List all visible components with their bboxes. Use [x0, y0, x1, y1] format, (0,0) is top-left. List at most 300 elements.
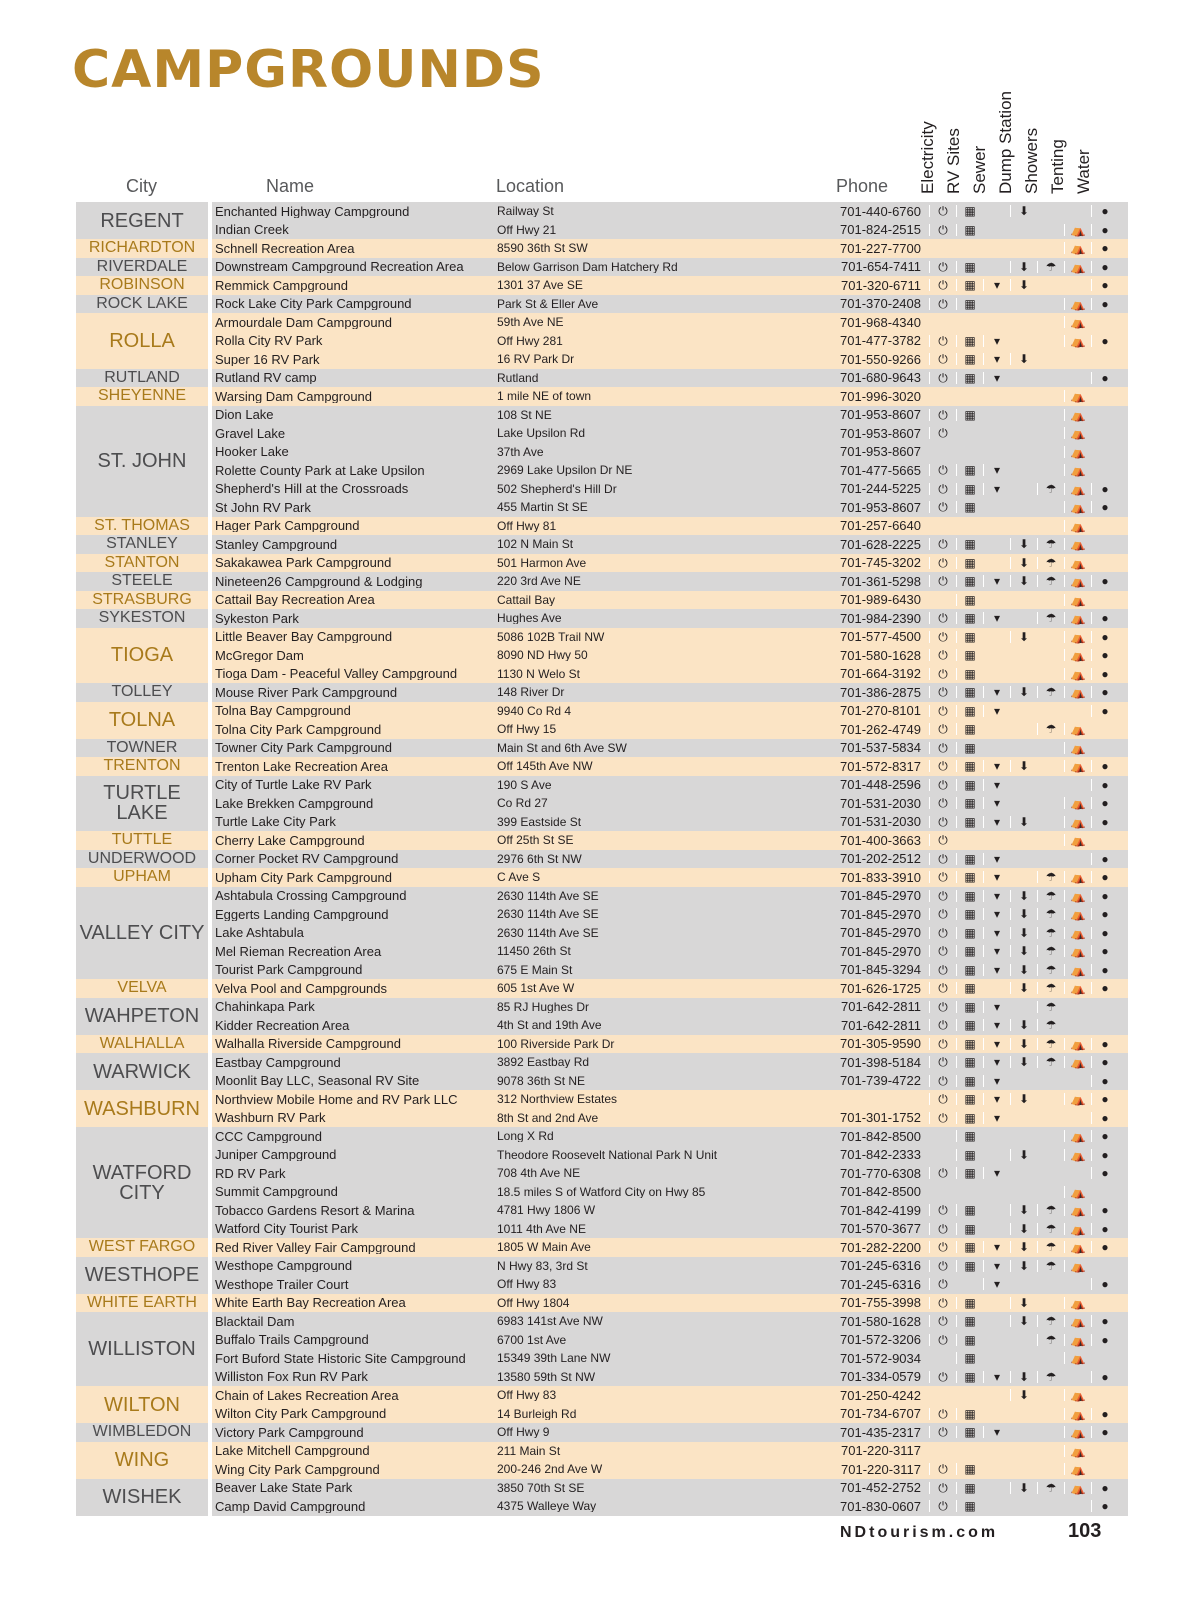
sewer-icon: ▾	[983, 927, 1010, 939]
campground-row	[212, 609, 1128, 628]
dump-station-icon: ⬇	[1010, 1093, 1037, 1105]
rv-icon: ▦	[956, 1075, 983, 1087]
campground-row	[212, 1238, 1128, 1257]
rv-icon: ▦	[956, 224, 983, 236]
campground-phone: 701-448-2596	[840, 777, 921, 793]
campground-phone: 701-680-9643	[840, 370, 921, 386]
water-drop-icon: ●	[1091, 1500, 1118, 1512]
campground-phone: 701-745-3202	[840, 555, 921, 571]
dump-station-icon: ⬇	[1010, 1204, 1037, 1216]
plug-icon: ⏻	[929, 1482, 956, 1494]
city-group	[76, 850, 1128, 869]
campground-row	[212, 924, 1128, 943]
footer-website: NDtourism.com	[840, 1524, 999, 1541]
campground-row	[212, 517, 1128, 536]
campground-row	[212, 1497, 1128, 1516]
campground-location: 1805 W Main Ave	[497, 1241, 591, 1254]
water-drop-icon: ●	[1091, 205, 1118, 217]
plug-icon: ⏻	[929, 982, 956, 994]
plug-icon: ⏻	[929, 612, 956, 624]
campground-name: Enchanted Highway Campground	[215, 204, 410, 218]
campground-name: Victory Park Campground	[215, 1425, 364, 1439]
campground-row	[212, 1183, 1128, 1202]
rv-icon: ▦	[956, 982, 983, 994]
campground-phone: 701-770-6308	[840, 1165, 921, 1181]
dump-station-icon: ⬇	[1010, 538, 1037, 550]
city-name: WASHBURN	[76, 1090, 208, 1127]
campground-row	[212, 702, 1128, 721]
water-drop-icon: ●	[1091, 964, 1118, 976]
rv-icon: ▦	[956, 705, 983, 717]
campground-location: 312 Northview Estates	[497, 1093, 618, 1106]
tent-icon: ⛺	[1064, 242, 1091, 254]
campground-phone: 701-537-5834	[840, 740, 921, 756]
sewer-icon: ▾	[983, 372, 1010, 384]
city-name: STANLEY	[76, 535, 208, 554]
tent-icon: ⛺	[1064, 538, 1091, 550]
city-name: SHEYENNE	[76, 387, 208, 406]
campground-row	[212, 1442, 1128, 1461]
tent-icon: ⛺	[1064, 964, 1091, 976]
city-group	[76, 1423, 1128, 1442]
campground-row	[212, 1109, 1128, 1128]
shower-icon: ☂	[1037, 927, 1064, 939]
rv-icon: ▦	[956, 1038, 983, 1050]
shower-icon: ☂	[1037, 557, 1064, 569]
tent-icon: ⛺	[1064, 1445, 1091, 1457]
campground-row	[212, 239, 1128, 258]
water-drop-icon: ●	[1091, 1130, 1118, 1142]
rv-icon: ▦	[956, 612, 983, 624]
city-name: ROCK LAKE	[76, 295, 208, 314]
campground-name: Trenton Lake Recreation Area	[215, 759, 388, 773]
city-group	[76, 1442, 1128, 1479]
campground-phone: 701-989-6430	[840, 592, 921, 608]
page-number: 103	[1068, 1520, 1102, 1542]
city-name: WATFORD CITY	[76, 1127, 208, 1238]
city-group	[76, 239, 1128, 258]
sewer-icon: ▾	[983, 1001, 1010, 1013]
shower-icon: ☂	[1037, 1001, 1064, 1013]
feature-header-rv-sites: RV Sites	[944, 128, 963, 194]
rv-icon: ▦	[956, 1241, 983, 1253]
campground-row	[212, 258, 1128, 277]
shower-icon: ☂	[1037, 945, 1064, 957]
campground-name: CCC Campground	[215, 1129, 322, 1143]
city-name: STRASBURG	[76, 591, 208, 610]
water-drop-icon: ●	[1091, 1241, 1118, 1253]
city-group	[76, 1090, 1128, 1127]
campground-location: 2969 Lake Upsilon Dr NE	[497, 464, 633, 477]
tent-icon: ⛺	[1064, 797, 1091, 809]
campground-name: Kidder Recreation Area	[215, 1018, 350, 1032]
campground-row	[212, 1349, 1128, 1368]
dump-station-icon: ⬇	[1010, 1389, 1037, 1401]
campground-location: 1301 37 Ave SE	[497, 279, 583, 292]
plug-icon: ⏻	[929, 427, 956, 439]
plug-icon: ⏻	[929, 1223, 956, 1235]
tent-icon: ⛺	[1064, 446, 1091, 458]
tent-icon: ⛺	[1064, 1241, 1091, 1253]
city-name: WILLISTON	[76, 1312, 208, 1386]
city-name: WING	[76, 1442, 208, 1479]
city-group	[76, 887, 1128, 980]
campground-name: Lake Mitchell Campground	[215, 1444, 370, 1458]
rv-icon: ▦	[956, 1297, 983, 1309]
tent-icon: ⛺	[1064, 686, 1091, 698]
campground-row	[212, 221, 1128, 240]
water-drop-icon: ●	[1091, 372, 1118, 384]
water-drop-icon: ●	[1091, 1223, 1118, 1235]
rv-icon: ▦	[956, 631, 983, 643]
campground-row	[212, 1331, 1128, 1350]
city-group	[76, 1127, 1128, 1238]
campground-name: Juniper Campground	[215, 1148, 337, 1162]
city-name: WALHALLA	[76, 1035, 208, 1054]
tent-icon: ⛺	[1064, 816, 1091, 828]
water-drop-icon: ●	[1091, 242, 1118, 254]
dump-station-icon: ⬇	[1010, 1482, 1037, 1494]
water-drop-icon: ●	[1091, 335, 1118, 347]
rv-icon: ▦	[956, 742, 983, 754]
tent-icon: ⛺	[1064, 1334, 1091, 1346]
rv-icon: ▦	[956, 1130, 983, 1142]
campground-phone: 701-334-0579	[840, 1369, 921, 1385]
shower-icon: ☂	[1037, 1371, 1064, 1383]
plug-icon: ⏻	[929, 760, 956, 772]
rv-icon: ▦	[956, 797, 983, 809]
campground-name: Nineteen26 Campground & Lodging	[215, 574, 423, 588]
water-drop-icon: ●	[1091, 1315, 1118, 1327]
tent-icon: ⛺	[1064, 224, 1091, 236]
city-name: WILTON	[76, 1386, 208, 1423]
campground-phone: 701-400-3663	[840, 832, 921, 848]
tent-icon: ⛺	[1064, 927, 1091, 939]
dump-station-icon: ⬇	[1010, 945, 1037, 957]
campground-location: 9078 36th St NE	[497, 1074, 586, 1087]
city-group	[76, 202, 1128, 239]
campground-phone: 701-842-2333	[840, 1147, 921, 1163]
campground-location: 13580 59th St NW	[497, 1370, 596, 1383]
sewer-icon: ▾	[983, 1093, 1010, 1105]
dump-station-icon: ⬇	[1010, 279, 1037, 291]
campground-phone: 701-398-5184	[840, 1054, 921, 1070]
campground-location: Off Hwy 83	[497, 1278, 557, 1291]
rv-icon: ▦	[956, 501, 983, 513]
sewer-icon: ▾	[983, 335, 1010, 347]
rv-icon: ▦	[956, 964, 983, 976]
tent-icon: ⛺	[1064, 631, 1091, 643]
rv-icon: ▦	[956, 1149, 983, 1161]
tent-icon: ⛺	[1064, 1482, 1091, 1494]
campground-location: Off Hwy 83	[497, 1389, 557, 1402]
campground-location: 220 3rd Ave NE	[497, 575, 581, 588]
dump-station-icon: ⬇	[1010, 575, 1037, 587]
tent-icon: ⛺	[1064, 1408, 1091, 1420]
tent-icon: ⛺	[1064, 723, 1091, 735]
city-group	[76, 1035, 1128, 1054]
shower-icon: ☂	[1037, 1038, 1064, 1050]
water-drop-icon: ●	[1091, 649, 1118, 661]
campground-row	[212, 1201, 1128, 1220]
city-group	[76, 258, 1128, 277]
campground-name: Eggerts Landing Campground	[215, 907, 389, 921]
city-name: TOLNA	[76, 702, 208, 739]
campground-phone: 701-452-2752	[840, 1480, 921, 1496]
shower-icon: ☂	[1037, 871, 1064, 883]
water-drop-icon: ●	[1091, 668, 1118, 680]
campground-name: Hooker Lake	[215, 445, 289, 459]
campground-row	[212, 1460, 1128, 1479]
city-group	[76, 831, 1128, 850]
campground-name: Summit Campground	[215, 1185, 338, 1199]
campground-phone: 701-257-6640	[840, 518, 921, 534]
plug-icon: ⏻	[929, 1371, 956, 1383]
campground-row	[212, 424, 1128, 443]
campground-row	[212, 1053, 1128, 1072]
city-group	[76, 757, 1128, 776]
phone-column-header: Phone	[836, 176, 889, 196]
campground-name: Shepherd's Hill at the Crossroads	[215, 482, 409, 496]
city-group	[76, 683, 1128, 702]
water-drop-icon: ●	[1091, 1167, 1118, 1179]
name-column-header: Name	[266, 176, 315, 196]
rv-icon: ▦	[956, 1334, 983, 1346]
city-name: WHITE EARTH	[76, 1294, 208, 1313]
tent-icon: ⛺	[1064, 1093, 1091, 1105]
campground-phone: 701-845-3294	[840, 962, 921, 978]
campground-location: Below Garrison Dam Hatchery Rd	[497, 260, 678, 273]
campground-location: 37th Ave	[497, 445, 544, 458]
plug-icon: ⏻	[929, 538, 956, 550]
city-name: TUTTLE	[76, 831, 208, 850]
campground-row	[212, 1090, 1128, 1109]
tent-icon: ⛺	[1064, 1130, 1091, 1142]
campground-phone: 701-734-6707	[840, 1406, 921, 1422]
campground-name: Rutland RV camp	[215, 371, 317, 385]
plug-icon: ⏻	[929, 1038, 956, 1050]
tent-icon: ⛺	[1064, 1149, 1091, 1161]
sewer-icon: ▾	[983, 464, 1010, 476]
campground-name: Sykeston Park	[215, 611, 299, 625]
sewer-icon: ▾	[983, 760, 1010, 772]
tent-icon: ⛺	[1064, 890, 1091, 902]
water-drop-icon: ●	[1091, 890, 1118, 902]
tent-icon: ⛺	[1064, 261, 1091, 273]
city-name: TOWNER	[76, 739, 208, 758]
campground-location: C Ave S	[497, 871, 541, 884]
campground-location: Rutland	[497, 371, 539, 384]
water-drop-icon: ●	[1091, 705, 1118, 717]
plug-icon: ⏻	[929, 945, 956, 957]
campground-location: Long X Rd	[497, 1130, 554, 1143]
tent-icon: ⛺	[1064, 612, 1091, 624]
shower-icon: ☂	[1037, 1334, 1064, 1346]
campground-phone: 701-984-2390	[840, 610, 921, 626]
tent-icon: ⛺	[1064, 520, 1091, 532]
plug-icon: ⏻	[929, 501, 956, 513]
campground-name: Velva Pool and Campgrounds	[215, 981, 388, 995]
campground-phone: 701-953-8607	[840, 499, 921, 515]
city-name: ROBINSON	[76, 276, 208, 295]
water-drop-icon: ●	[1091, 760, 1118, 772]
campground-name: Westhope Trailer Court	[215, 1277, 349, 1291]
rv-icon: ▦	[956, 1260, 983, 1272]
campground-location: Off 25th St SE	[497, 834, 574, 847]
tent-icon: ⛺	[1064, 390, 1091, 402]
campground-phone: 701-245-6316	[840, 1258, 921, 1274]
campground-phone: 701-626-1725	[840, 980, 921, 996]
campground-location: 8090 ND Hwy 50	[497, 649, 588, 662]
campground-row	[212, 387, 1128, 406]
city-group	[76, 739, 1128, 758]
dump-station-icon: ⬇	[1010, 1260, 1037, 1272]
campground-name: Wing City Park Campground	[215, 1462, 380, 1476]
plug-icon: ⏻	[929, 1167, 956, 1179]
campground-name: Fort Buford State Historic Site Campground	[215, 1351, 466, 1365]
campground-name: Red River Valley Fair Campground	[215, 1240, 416, 1254]
shower-icon: ☂	[1037, 538, 1064, 550]
shower-icon: ☂	[1037, 1241, 1064, 1253]
campground-name: Tolna City Park Campground	[215, 722, 382, 736]
campground-row	[212, 535, 1128, 554]
rv-icon: ▦	[956, 557, 983, 569]
campground-location: 16 RV Park Dr	[497, 353, 575, 366]
campground-location: 502 Shepherd's Hill Dr	[497, 482, 617, 495]
tent-icon: ⛺	[1064, 298, 1091, 310]
campground-name: Washburn RV Park	[215, 1111, 326, 1125]
campground-phone: 701-577-4500	[840, 629, 921, 645]
campground-phone: 701-845-2970	[840, 888, 921, 904]
campground-phone: 701-664-3192	[840, 666, 921, 682]
city-group	[76, 276, 1128, 295]
dump-station-icon: ⬇	[1010, 908, 1037, 920]
water-drop-icon: ●	[1091, 1149, 1118, 1161]
campground-location: Theodore Roosevelt National Park N Unit	[497, 1148, 718, 1161]
location-column-header: Location	[496, 176, 565, 196]
water-drop-icon: ●	[1091, 1482, 1118, 1494]
campground-phone: 701-227-7700	[840, 240, 921, 256]
water-drop-icon: ●	[1091, 1371, 1118, 1383]
dump-station-icon: ⬇	[1010, 964, 1037, 976]
campground-location: 3892 Eastbay Rd	[497, 1056, 590, 1069]
plug-icon: ⏻	[929, 1204, 956, 1216]
rv-icon: ▦	[956, 1408, 983, 1420]
campground-row	[212, 1035, 1128, 1054]
city-name: WISHEK	[76, 1479, 208, 1516]
campground-row	[212, 1386, 1128, 1405]
rv-icon: ▦	[956, 1352, 983, 1364]
campground-row	[212, 998, 1128, 1017]
campground-phone: 701-996-3020	[840, 388, 921, 404]
campground-name: White Earth Bay Recreation Area	[215, 1296, 406, 1310]
campground-location: 11450 26th St	[497, 945, 571, 958]
tent-icon: ⛺	[1064, 668, 1091, 680]
city-group	[76, 776, 1128, 832]
plug-icon: ⏻	[929, 261, 956, 273]
rv-icon: ▦	[956, 908, 983, 920]
campground-phone: 701-550-9266	[840, 351, 921, 367]
rv-icon: ▦	[956, 594, 983, 606]
campground-phone: 701-842-8500	[840, 1184, 921, 1200]
campground-location: Lake Upsilon Rd	[497, 427, 586, 440]
rv-icon: ▦	[956, 205, 983, 217]
campground-row	[212, 813, 1128, 832]
campground-phone: 701-220-3117	[841, 1443, 921, 1459]
campground-row	[212, 498, 1128, 517]
campground-phone: 701-477-5665	[840, 462, 921, 478]
water-drop-icon: ●	[1091, 816, 1118, 828]
campground-phone: 701-370-2408	[840, 296, 921, 312]
dump-station-icon: ⬇	[1010, 557, 1037, 569]
plug-icon: ⏻	[929, 816, 956, 828]
campground-phone: 701-477-3782	[840, 333, 921, 349]
plug-icon: ⏻	[929, 742, 956, 754]
water-drop-icon: ●	[1091, 1056, 1118, 1068]
campground-location: 108 St NE	[497, 408, 552, 421]
rv-icon: ▦	[956, 1019, 983, 1031]
sewer-icon: ▾	[983, 1426, 1010, 1438]
tent-icon: ⛺	[1064, 1426, 1091, 1438]
plug-icon: ⏻	[929, 908, 956, 920]
city-group	[76, 535, 1128, 554]
campground-location: 14 Burleigh Rd	[497, 1407, 577, 1420]
campground-phone: 701-642-2811	[841, 999, 921, 1015]
city-name: TURTLE LAKE	[76, 776, 208, 832]
campground-row	[212, 1164, 1128, 1183]
city-column-header: City	[126, 176, 157, 196]
campground-name: Ashtabula Crossing Campground	[215, 889, 407, 903]
sewer-icon: ▾	[983, 1167, 1010, 1179]
plug-icon: ⏻	[929, 797, 956, 809]
city-name: TIOGA	[76, 628, 208, 684]
water-drop-icon: ●	[1091, 1408, 1118, 1420]
sewer-icon: ▾	[983, 483, 1010, 495]
campground-phone: 701-628-2225	[840, 536, 921, 552]
campground-name: Rock Lake City Park Campground	[215, 297, 412, 311]
city-group	[76, 1053, 1128, 1090]
campground-phone: 701-270-8101	[840, 703, 921, 719]
campground-name: Downstream Campground Recreation Area	[215, 260, 464, 274]
campground-location: 4th St and 19th Ave	[497, 1019, 602, 1032]
water-drop-icon: ●	[1091, 1204, 1118, 1216]
campground-name: Turtle Lake City Park	[215, 815, 336, 829]
plug-icon: ⏻	[929, 575, 956, 587]
campground-row	[212, 831, 1128, 850]
campground-name: St John RV Park	[215, 500, 311, 514]
campground-location: Off Hwy 9	[497, 1426, 550, 1439]
water-drop-icon: ●	[1091, 871, 1118, 883]
city-name: VELVA	[76, 979, 208, 998]
campground-name: Northview Mobile Home and RV Park LLC	[215, 1092, 458, 1106]
campground-name: Little Beaver Bay Campground	[215, 630, 393, 644]
campground-row	[212, 739, 1128, 758]
city-group	[76, 295, 1128, 314]
campground-name: Remmick Campground	[215, 278, 348, 292]
shower-icon: ☂	[1037, 686, 1064, 698]
plug-icon: ⏻	[929, 557, 956, 569]
city-name: STANTON	[76, 554, 208, 573]
plug-icon: ⏻	[929, 1093, 956, 1105]
rv-icon: ▦	[956, 538, 983, 550]
water-drop-icon: ●	[1091, 927, 1118, 939]
sewer-icon: ▾	[983, 1371, 1010, 1383]
city-group	[76, 1312, 1128, 1386]
rv-icon: ▦	[956, 409, 983, 421]
campground-location: 399 Eastside St	[497, 815, 582, 828]
campground-phone: 701-953-8607	[840, 425, 921, 441]
city-name: STEELE	[76, 572, 208, 591]
